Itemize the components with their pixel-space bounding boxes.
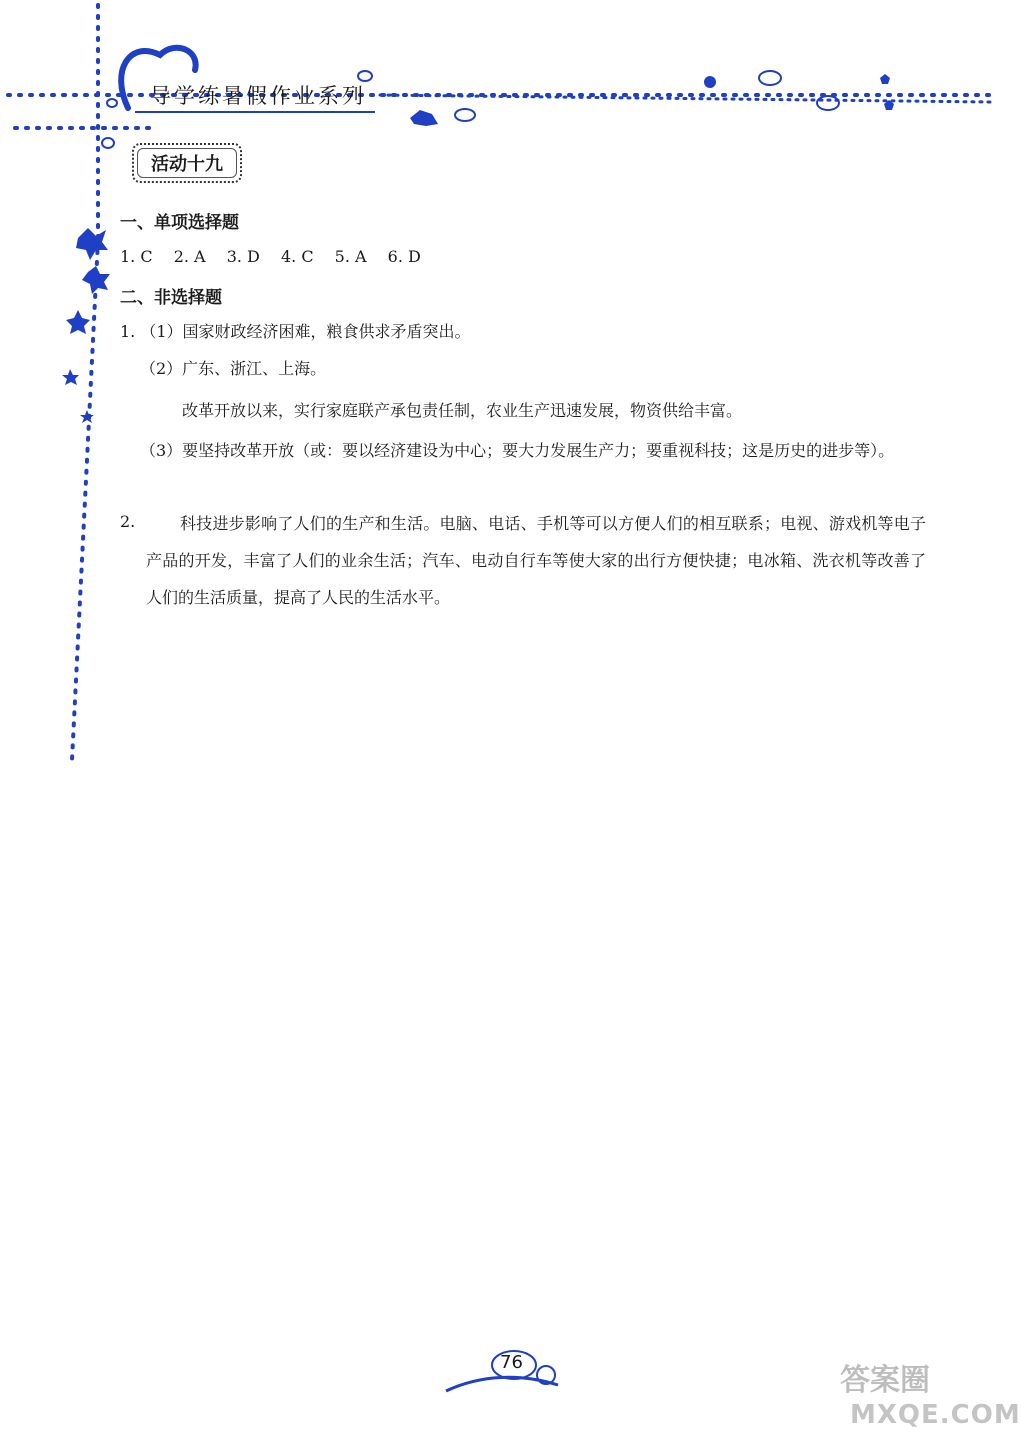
answer-2: 2. A (173, 247, 206, 266)
answer-1: 1. C (120, 247, 153, 266)
answer-q2-text: 科技进步影响了人们的生产和生活。电脑、电话、手机等可以方便人们的相互联系；电视、游戏机等电子产品的开发，丰富了人们的业余生活；汽车、电动自行车等使大家的出行方便快捷；电冰箱、洗衣机等改善了人们的生活质量，提高了人民的生活水平。 (146, 514, 926, 607)
answer-q2-number: 2. (120, 512, 136, 531)
activity-label: 活动十九 (132, 143, 242, 183)
answer-q1-part2: （2）广东、浙江、上海。 (140, 359, 327, 378)
answer-3: 3. D (226, 247, 260, 266)
answer-4: 4. C (280, 247, 314, 266)
watermark-url: MXQE.COM (850, 1400, 1021, 1430)
answer-q1-part3: （3）要坚持改革开放（或：要以经济建设为中心；要大力发展生产力；要重视科技；这是历史的进步等）。 (140, 441, 895, 460)
section-heading-single-choice: 一、单项选择题 (120, 213, 239, 233)
watermark-logo: 答案圈 (840, 1363, 930, 1398)
series-title: 导学练暑假作业系列 (150, 84, 366, 108)
answer-q1-part1: 1. （1）国家财政经济困难，粮食供求矛盾突出。 (120, 322, 471, 341)
answer-5: 5. A (334, 247, 367, 266)
answer-6: 6. D (387, 247, 421, 266)
page-number: 76 (500, 1352, 523, 1373)
single-choice-answers (120, 247, 437, 267)
section-heading-non-choice: 二、非选择题 (120, 288, 222, 308)
answer-q1-part2-explanation: 改革开放以来，实行家庭联产承包责任制，农业生产迅速发展，物资供给丰富。 (182, 401, 743, 420)
